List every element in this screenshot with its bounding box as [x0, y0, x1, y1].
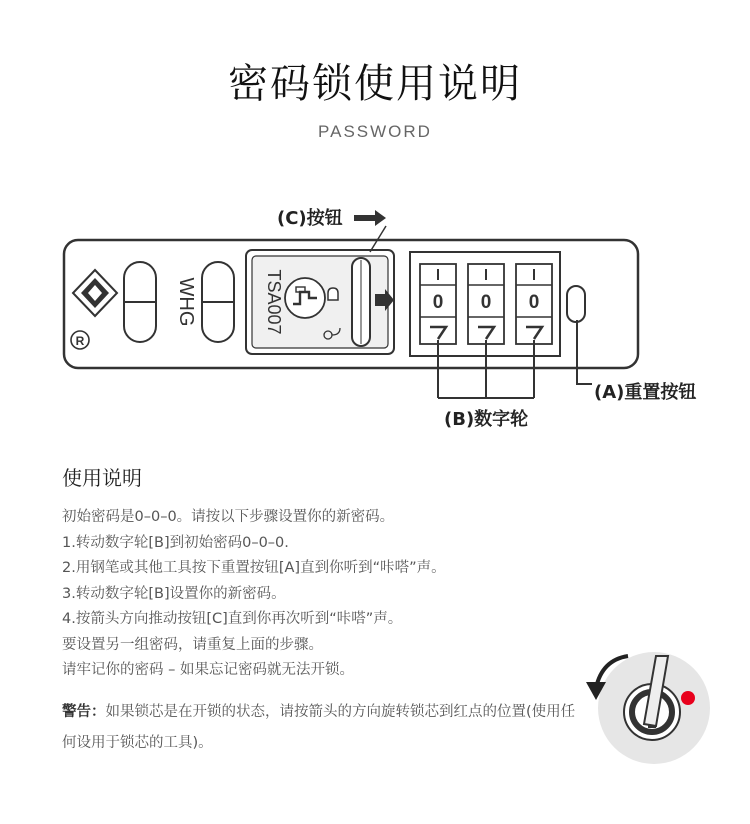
- label-a: (A)重置按钮: [594, 382, 697, 403]
- instruction-line: 4.按箭头方向推动按钮[C]直到你再次听到“咔嗒”声。: [62, 611, 403, 627]
- svg-text:0: 0: [480, 292, 492, 313]
- instruction-line: 1.转动数字轮[B]到初始密码0–0–0.: [62, 534, 289, 551]
- label-b: (B)数字轮: [444, 409, 529, 430]
- model-text: TSA007: [264, 269, 284, 335]
- svg-text:0: 0: [432, 292, 444, 313]
- page-subtitle: PASSWORD: [318, 122, 432, 141]
- warning-text: 如果锁芯是在开锁的状态，请按箭头的方向旋转锁芯到红点的位置(使用任何设用于锁芯的工具)。: [62, 704, 576, 751]
- brand-text: WHG: [175, 277, 197, 327]
- slide-button-c: [352, 258, 370, 346]
- warning-label: 警告：: [62, 704, 106, 720]
- instructions-list: [62, 505, 446, 684]
- instructions-heading: 使用说明: [62, 466, 142, 490]
- registered-mark: R: [75, 334, 85, 348]
- instruction-line: 3.转动数字轮[B]设置你的新密码。: [62, 585, 286, 602]
- lock-diagram: [0, 190, 750, 440]
- digit-wheel-3: [516, 264, 552, 344]
- digit-wheel-1: [420, 264, 456, 344]
- slot-right: [202, 262, 234, 342]
- label-c: (C)按钮: [277, 208, 343, 229]
- lock-cylinder-illustration: [584, 648, 712, 768]
- instruction-line: 要设置另一组密码，请重复上面的步骤。: [62, 636, 323, 653]
- reset-button-a: [567, 286, 585, 322]
- red-dot-icon: [681, 691, 695, 705]
- page-title: 密码锁使用说明: [228, 61, 522, 107]
- instruction-line: 请牢记你的密码 – 如果忘记密码就无法开锁。: [62, 662, 354, 678]
- instruction-line: 初始密码是0–0–0。请按以下步骤设置你的新密码。: [62, 509, 395, 525]
- digit-wheel-2: [468, 264, 504, 344]
- instruction-line: 2.用钢笔或其他工具按下重置按钮[A]直到你听到“咔嗒”声。: [62, 560, 446, 576]
- warning-block: [62, 697, 582, 759]
- svg-text:0: 0: [528, 292, 540, 313]
- label-c-arrow-icon: [354, 210, 386, 226]
- lock-cylinder-icon: [584, 648, 712, 768]
- slot-left: [124, 262, 156, 342]
